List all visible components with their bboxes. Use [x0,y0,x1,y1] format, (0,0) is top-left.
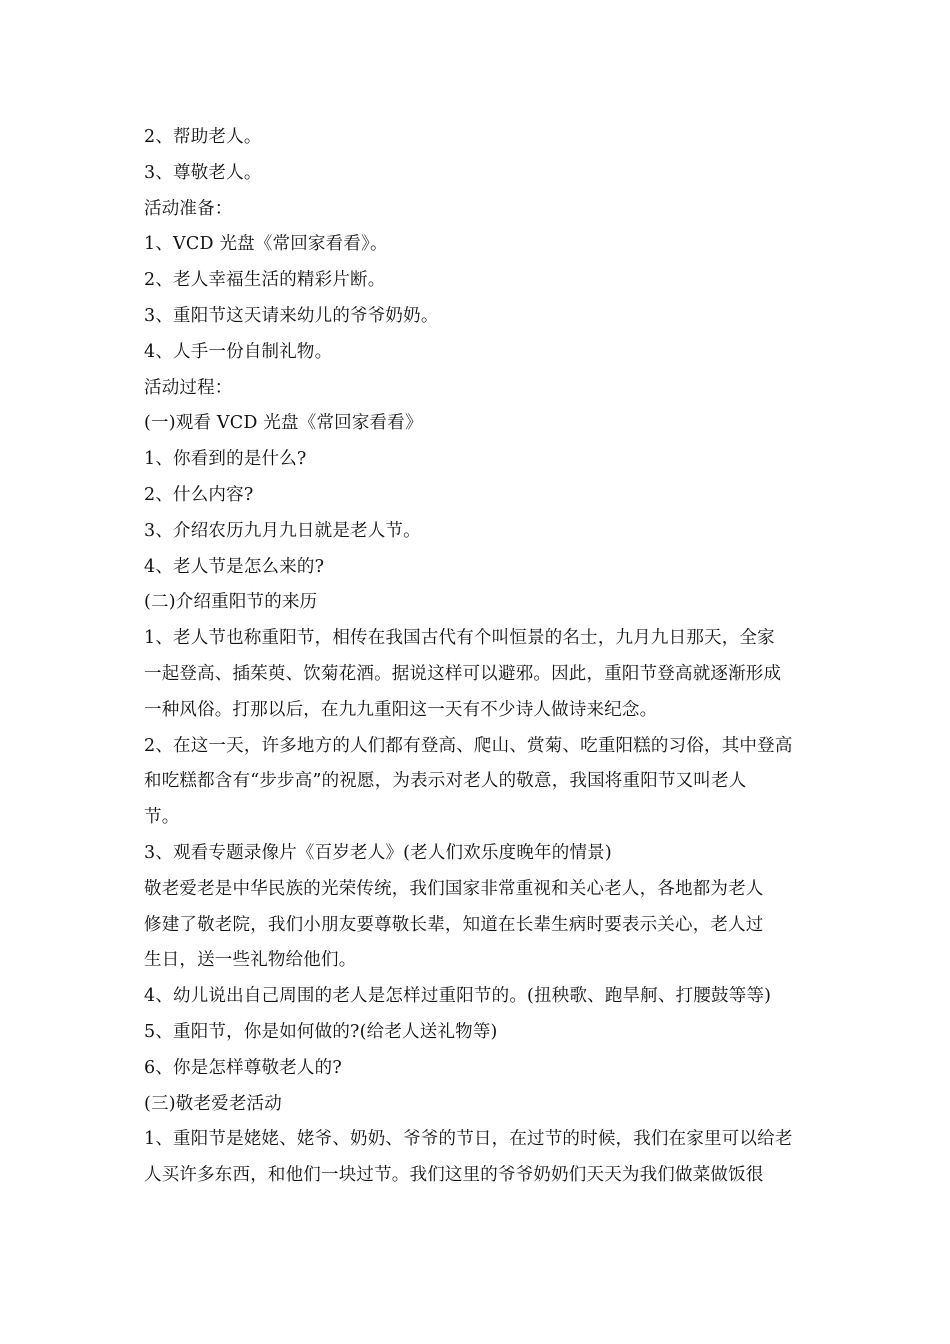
text-line: 生日，送一些礼物给他们。 [144,950,357,971]
text-line: 2、在这一天，许多地方的人们都有登高、爬山、赏菊、吃重阳糕的习俗，其中登高 [144,735,793,756]
text-line: 1、VCD 光盘《常回家看看》。 [144,234,388,255]
section-heading: 活动准备： [144,198,233,219]
text-line: 4、老人节是怎么来的? [144,556,325,577]
text-line: 1、重阳节是姥姥、姥爷、奶奶、爷爷的节日，在过节的时候，我们在家里可以给老 [144,1129,793,1150]
text-line: 3、介绍农历九月九日就是老人节。 [144,520,421,541]
text-line: 4、幼儿说出自己周围的老人是怎样过重阳节的。(扭秧歌、跑旱舸、打腰鼓等等) [144,986,772,1007]
text-line: 3、尊敬老人。 [144,162,262,183]
text-line: 2、什么内容? [144,484,254,505]
text-line: 2、帮助老人。 [144,127,262,147]
text-line: 2、老人幸福生活的精彩片断。 [144,270,386,291]
text-line: 修建了敬老院，我们小朋友要尊敬长辈，知道在长辈生病时要表示关心，老人过 [144,914,764,935]
text-line: 一起登高、插茱萸、饮菊花酒。据说这样可以避邪。因此，重阳节登高就逐渐形成 [144,663,782,684]
text-line: 6、你是怎样尊敬老人的? [144,1057,342,1078]
text-line: 节。 [144,807,180,828]
subsection-heading: (一)观看 VCD 光盘《常回家看看》 [144,413,423,434]
text-line: 4、人手一份自制礼物。 [144,341,333,362]
subsection-heading: (三)敬老爱老活动 [144,1093,282,1114]
text-line: 人买许多东西，和他们一块过节。我们这里的爷爷奶奶们天天为我们做菜做饭很 [144,1165,764,1186]
text-line: 一种风俗。打那以后，在九九重阳这一天有不少诗人做诗来纪念。 [144,699,658,720]
document-body [144,120,810,1194]
subsection-heading: (二)介绍重阳节的来历 [144,592,318,613]
text-line: 和吃糕都含有“步步高”的祝愿，为表示对老人的敬意，我国将重阳节又叫老人 [144,771,747,792]
text-line: 3、观看专题录像片《百岁老人》(老人们欢乐度晚年的情景) [144,842,612,863]
text-line: 敬老爱老是中华民族的光荣传统，我们国家非常重视和关心老人，各地都为老人 [144,878,764,899]
text-line: 1、你看到的是什么? [144,449,307,470]
section-heading: 活动过程： [144,377,233,398]
text-line: 3、重阳节这天请来幼儿的爷爷奶奶。 [144,305,439,326]
text-line: 5、重阳节，你是如何做的?(给老人送礼物等) [144,1021,498,1042]
text-line: 1、老人节也称重阳节，相传在我国古代有个叫恒景的名士，九月九日那天，全家 [144,628,775,649]
